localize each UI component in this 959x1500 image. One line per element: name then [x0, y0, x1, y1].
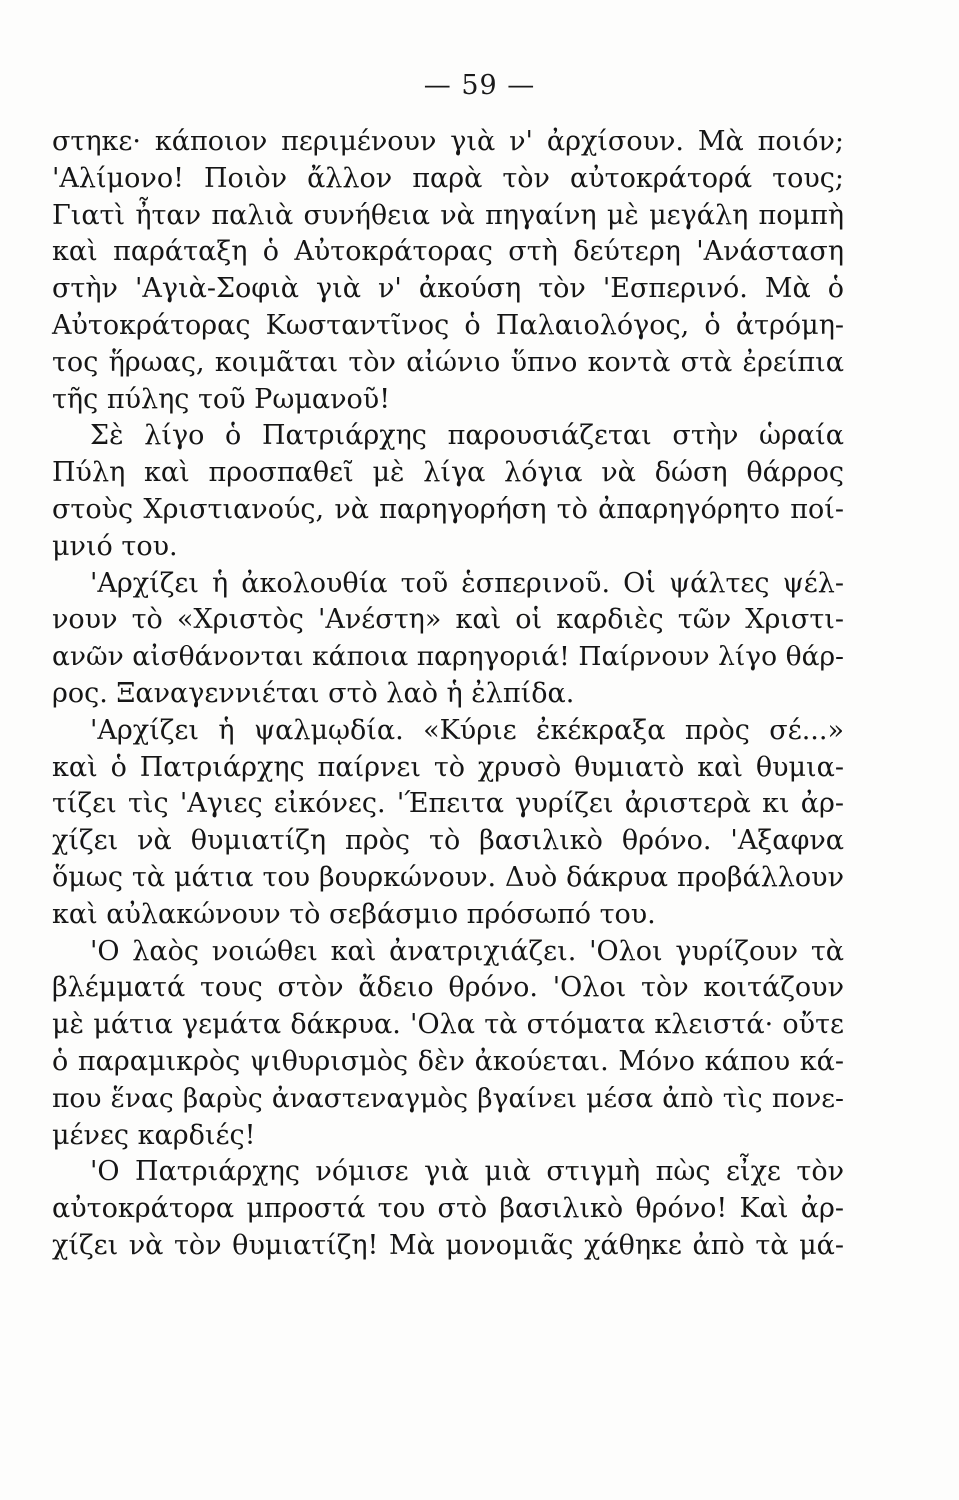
text-line: νουν τὸ «Χριστὸς 'Ανέστη» καὶ οἱ καρδιὲς τῶν Χριστι-	[52, 604, 844, 636]
text-line: μνιό του.	[52, 530, 178, 562]
text-line: μένες καρδιές!	[52, 1119, 256, 1151]
text-line: 'Αρχίζει ἡ ἀκολουθία τοῦ ἑσπερινοῦ. Οἱ ψάλτες ψέλ-	[90, 567, 844, 599]
text-line: χίζει νὰ τὸν θυμιατίζη! Μὰ μονομιᾶς χάθηκε ἀπὸ τὰ μά-	[52, 1229, 844, 1261]
text-line: Γιατὶ ἦταν παλιὰ συνήθεια νὰ πηγαίνη μὲ μεγάλη πομπὴ	[52, 199, 844, 231]
text-line: ὁ παραμικρὸς ψιθυρισμὸς δὲν ἀκούεται. Μόνο κάπου κά-	[52, 1045, 844, 1077]
text-line: καὶ ὁ Πατριάρχης παίρνει τὸ χρυσὸ θυμιατὸ καὶ θυμια-	[52, 751, 844, 783]
text-line: τίζει τὶς 'Αγιες εἰκόνες. 'Έπειτα γυρίζει ἀριστερὰ κι ἀρ-	[52, 788, 844, 820]
text-line: 'Ο λαὸς νοιώθει καὶ ἀνατριχιάζει. 'Ολοι γυρίζουν τὰ	[90, 935, 844, 967]
page-number: — 59 —	[423, 70, 536, 101]
text-line: ὅμως τὰ μάτια του βουρκώνουν. Δυὸ δάκρυα προβάλλουν	[52, 861, 844, 893]
text-line: καὶ παράταξη ὁ Αὐτοκράτορας στὴ δεύτερη 'Ανάσταση	[52, 236, 844, 268]
text-line: τῆς πύλης τοῦ Ρωμανοῦ!	[52, 383, 391, 415]
text-line: Αὐτοκράτορας Κωσταντῖνος ὁ Παλαιολόγος, ὁ ἀτρόμη-	[52, 309, 844, 341]
text-line: τος ἥρωας, κοιμᾶται τὸν αἰώνιο ὕπνο κοντὰ στὰ ἐρείπια	[52, 346, 844, 378]
text-line: στοὺς Χριστιανούς, νὰ παρηγορήση τὸ ἀπαρηγόρητο ποί-	[52, 493, 844, 525]
body-text	[52, 124, 844, 1265]
text-line: Σὲ λίγο ὁ Πατριάρχης παρουσιάζεται στὴν ὡραία	[90, 420, 844, 452]
text-line: στὴν 'Αγιὰ-Σοφιὰ γιὰ ν' ἀκούση τὸν 'Εσπερινό. Μὰ ὁ	[52, 273, 844, 305]
text-line: βλέμματά τους στὸν ἄδειο θρόνο. 'Ολοι τὸν κοιτάζουν	[52, 972, 844, 1004]
text-line: 'Ο Πατριάρχης νόμισε γιὰ μιὰ στιγμὴ πὼς εἶχε τὸν	[90, 1156, 844, 1188]
text-line: ανῶν αἰσθάνονται κάποια παρηγοριά! Παίρνουν λίγο θάρ-	[52, 641, 844, 673]
text-line: χίζει νὰ θυμιατίζη πρὸς τὸ βασιλικὸ θρόνο. 'Αξαφνα	[52, 825, 844, 857]
text-line: που ἕνας βαρὺς ἀναστεναγμὸς βγαίνει μέσα ἀπὸ τὶς πονε-	[52, 1082, 844, 1114]
text-line: μὲ μάτια γεμάτα δάκρυα. 'Ολα τὰ στόματα κλειστά· οὔτε	[52, 1009, 844, 1041]
text-line: καὶ αὐλακώνουν τὸ σεβάσμιο πρόσωπό του.	[52, 898, 656, 930]
text-line: 'Αλίμονο! Ποιὸν ἄλλον παρὰ τὸν αὐτοκράτορά τους;	[52, 162, 844, 194]
text-line: στηκε· κάποιον περιμένουν γιὰ ν' ἀρχίσουν. Μὰ ποιόν;	[52, 126, 844, 157]
text-line: 'Αρχίζει ἡ ψαλμῳδία. «Κύριε ἐκέκραξα πρὸς σέ...»	[90, 714, 844, 746]
text-line: ρος. Ξαναγεννιέται στὸ λαὸ ἡ ἐλπίδα.	[52, 677, 575, 709]
text-line: αὐτοκράτορα μπροστά του στὸ βασιλικὸ θρόνο! Καὶ ἀρ-	[52, 1193, 844, 1225]
text-line: Πύλη καὶ προσπαθεῖ μὲ λίγα λόγια νὰ δώση θάρρος	[52, 457, 844, 489]
